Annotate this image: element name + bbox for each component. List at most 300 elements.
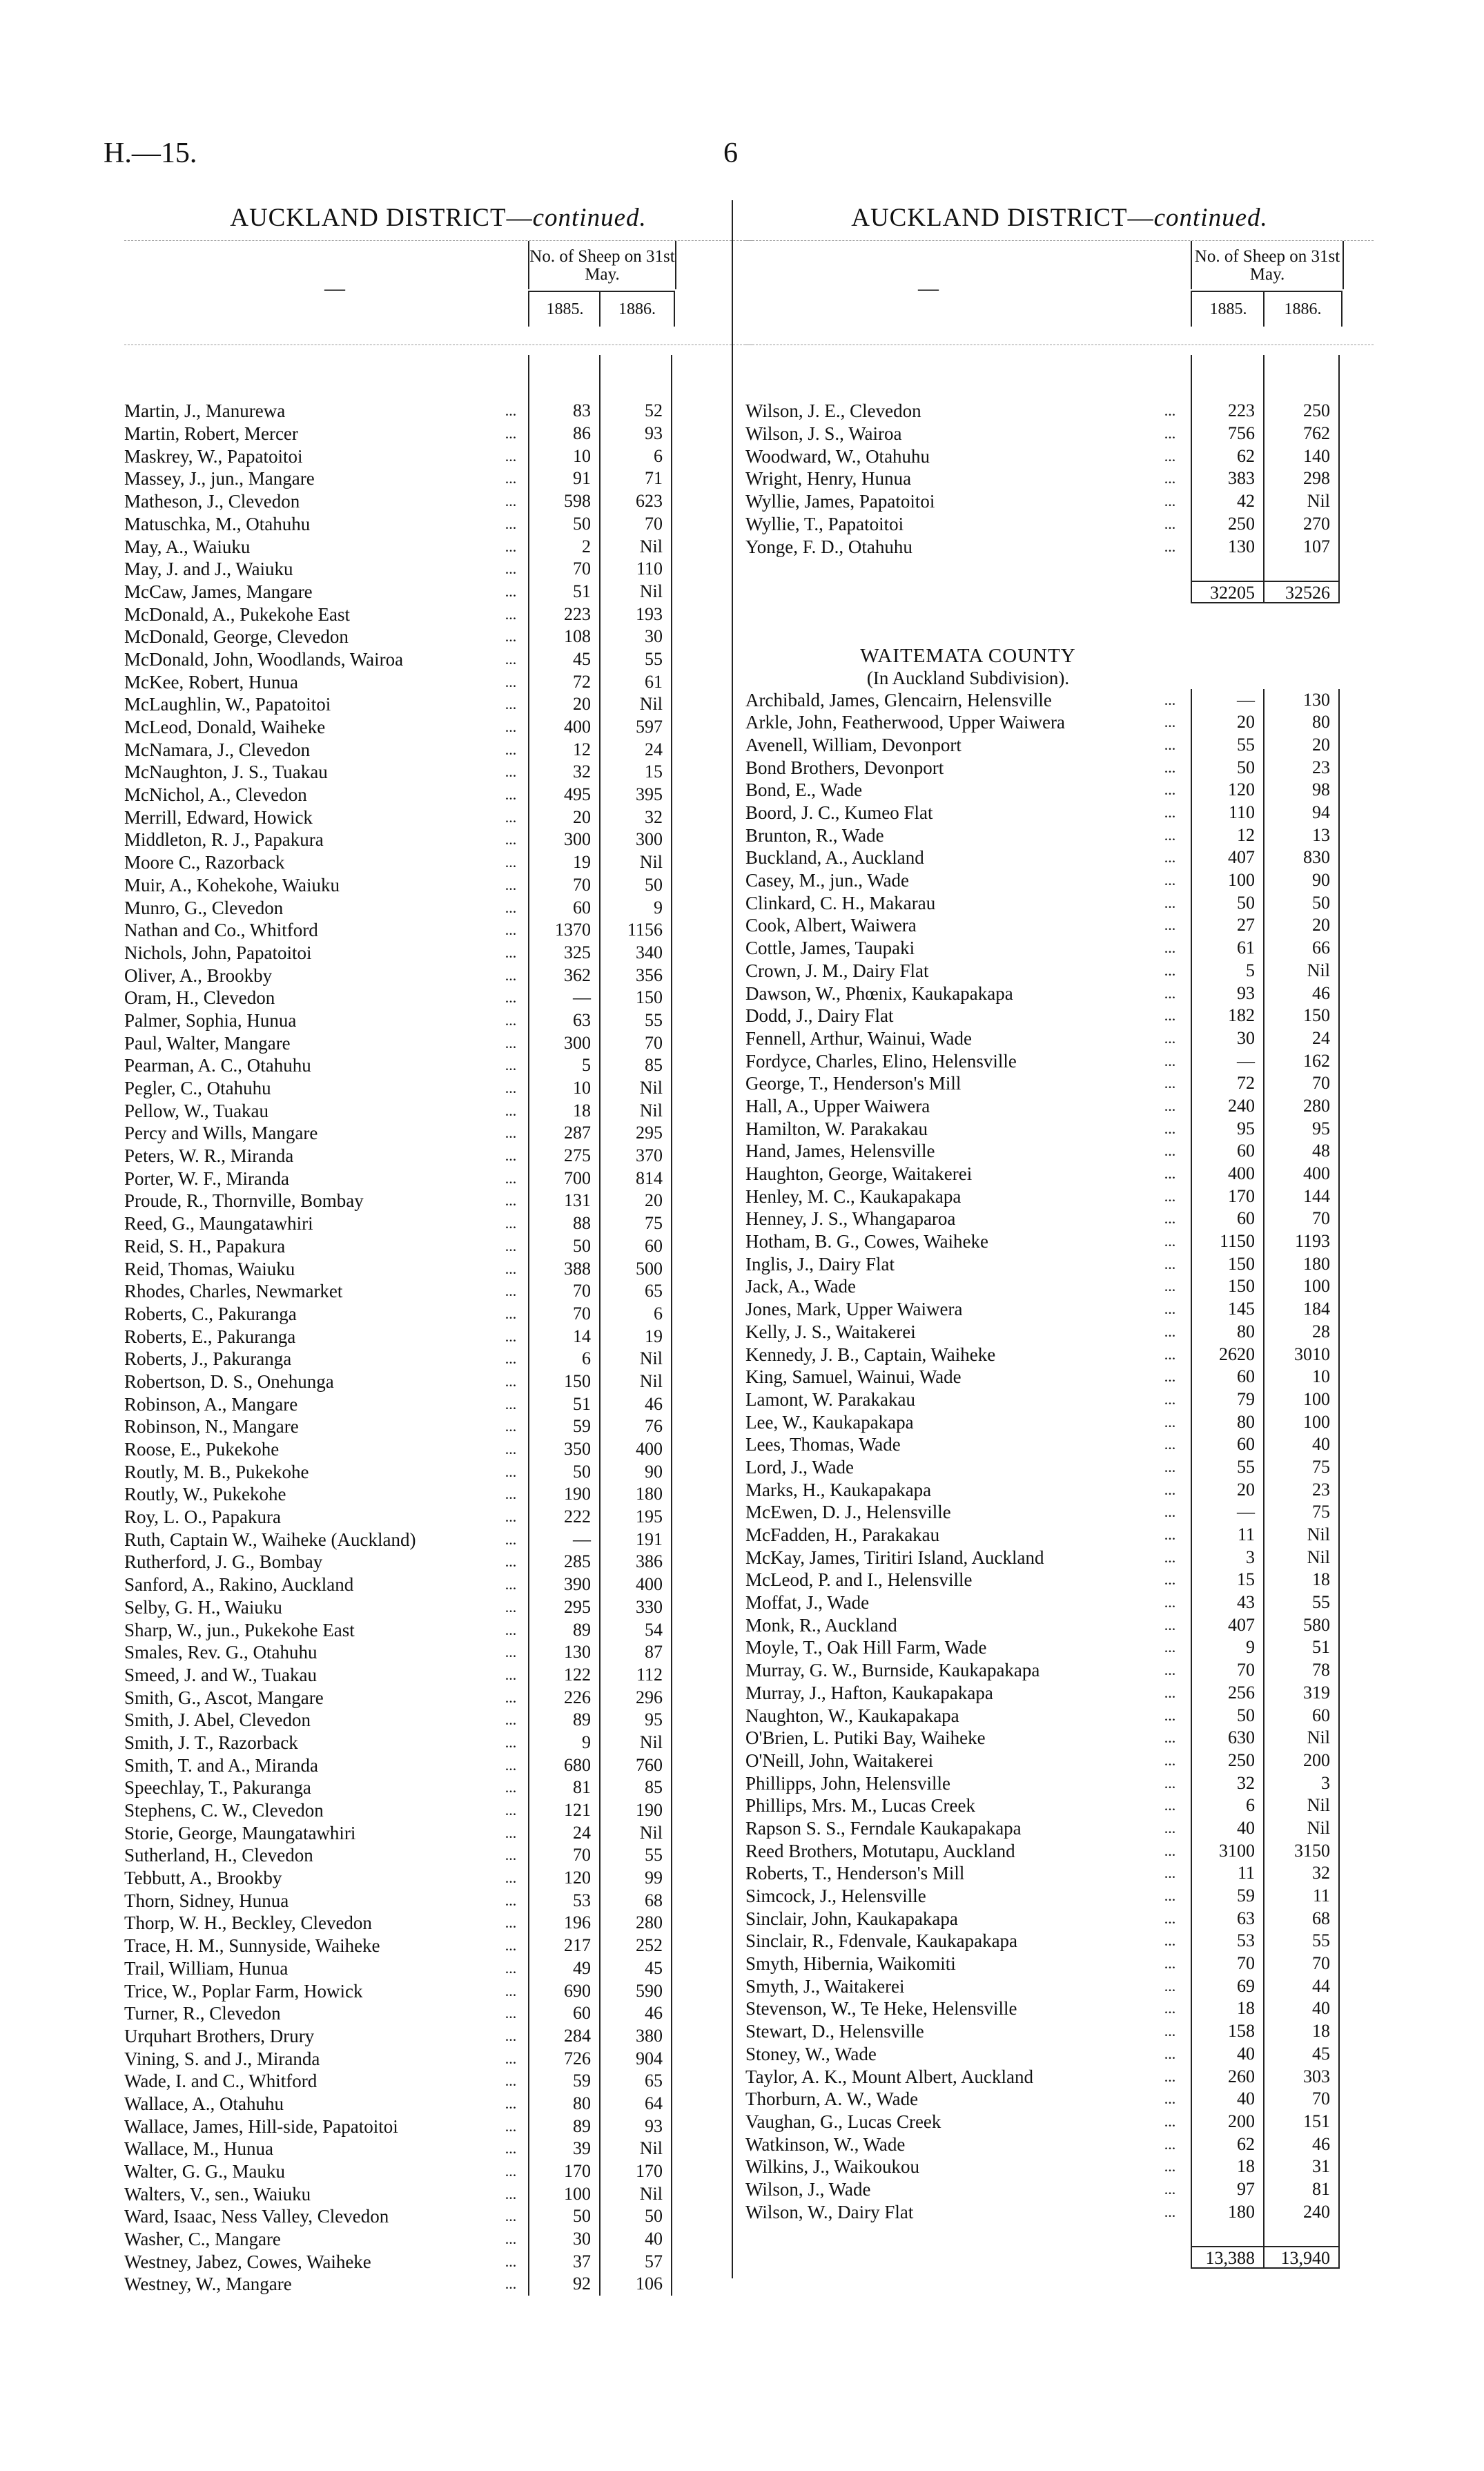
right-top-gap xyxy=(745,378,1374,400)
row-name: Wilson, J., Wade xyxy=(745,2178,871,2200)
row-leader-dots: ... xyxy=(505,605,517,623)
left-table-header xyxy=(124,241,752,355)
table-row xyxy=(745,960,1374,982)
row-leader-dots: ... xyxy=(505,1620,517,1638)
row-value-1885: 275 xyxy=(528,1145,599,1167)
row-leader-dots: ... xyxy=(505,1823,517,1841)
row-value-1886: 400 xyxy=(599,1438,672,1461)
row-name: Selby, G. H., Waiuku xyxy=(124,1596,282,1618)
row-leader-dots: ... xyxy=(1164,2090,1176,2108)
row-leader-dots: ... xyxy=(505,1869,517,1887)
row-name: Wilkins, J., Waikoukou xyxy=(745,2156,919,2178)
row-value-1886: 340 xyxy=(599,942,672,965)
table-row xyxy=(124,400,752,423)
row-value-1886: 55 xyxy=(1263,1930,1340,1952)
table-row xyxy=(745,779,1374,802)
row-value-1885: 407 xyxy=(1191,846,1263,869)
table-row xyxy=(745,1772,1374,1795)
table-row xyxy=(124,1687,752,1709)
row-value-1885: 180 xyxy=(1191,2201,1263,2224)
table-row xyxy=(124,513,752,536)
row-name: Jones, Mark, Upper Waiwera xyxy=(745,1299,963,1320)
row-value-1886: 70 xyxy=(1263,1072,1340,1095)
row-value-1886: 46 xyxy=(599,1393,672,1416)
row-leader-dots: ... xyxy=(505,2117,517,2135)
row-name: Walter, G. G., Mauku xyxy=(124,2161,285,2182)
table-row xyxy=(745,1908,1374,1930)
row-value-1885: 3 xyxy=(1191,1547,1263,1569)
row-leader-dots: ... xyxy=(1164,781,1176,799)
table-row xyxy=(745,2043,1374,2066)
row-name: Smith, G., Ascot, Mangare xyxy=(124,1687,324,1708)
row-value-1885: 217 xyxy=(528,1935,599,1957)
row-leader-dots: ... xyxy=(505,2004,517,2022)
row-value-1886: 65 xyxy=(599,2070,672,2093)
table-row xyxy=(124,2273,752,2296)
row-value-1886: 330 xyxy=(599,1596,672,1619)
table-row xyxy=(745,982,1374,1005)
row-leader-dots: ... xyxy=(505,2140,517,2158)
table-row xyxy=(745,2133,1374,2156)
row-leader-dots: ... xyxy=(505,1485,517,1503)
row-value-1886: 31 xyxy=(1263,2155,1340,2178)
row-value-1886: 150 xyxy=(1263,1005,1340,1027)
table-row xyxy=(124,1190,752,1212)
table-row xyxy=(745,2201,1374,2224)
row-value-1885: 150 xyxy=(1191,1253,1263,1276)
row-value-1885: 158 xyxy=(1191,2020,1263,2043)
table-row xyxy=(124,2115,752,2138)
table-row xyxy=(124,1844,752,1867)
table-row xyxy=(124,603,752,626)
row-value-1886: 40 xyxy=(1263,1433,1340,1456)
row-value-1886: 1156 xyxy=(599,919,672,942)
table-row xyxy=(124,1641,752,1664)
row-leader-dots: ... xyxy=(1164,469,1176,487)
row-leader-dots: ... xyxy=(505,1688,517,1706)
row-leader-dots: ... xyxy=(1164,1593,1176,1611)
row-leader-dots: ... xyxy=(505,831,517,849)
row-name: Maskrey, W., Papatoitoi xyxy=(124,445,303,467)
row-value-1886: 400 xyxy=(1263,1163,1340,1185)
row-value-1886: Nil xyxy=(599,1732,672,1754)
row-leader-dots: ... xyxy=(1164,849,1176,866)
table-row xyxy=(745,734,1374,757)
row-leader-dots: ... xyxy=(1164,826,1176,844)
row-value-1885: 400 xyxy=(528,716,599,739)
row-value-1885: 53 xyxy=(528,1890,599,1912)
row-value-1885: 390 xyxy=(528,1573,599,1596)
row-name: Smyth, Hibernia, Waikomiti xyxy=(745,1953,956,1975)
row-leader-dots: ... xyxy=(505,1350,517,1368)
row-value-1885: 62 xyxy=(1191,445,1263,468)
table-row xyxy=(745,757,1374,779)
row-name: Oliver, A., Brookby xyxy=(124,965,273,986)
row-leader-dots: ... xyxy=(505,537,517,555)
row-leader-dots: ... xyxy=(1164,2022,1176,2040)
row-value-1886: 66 xyxy=(1263,937,1340,960)
row-leader-dots: ... xyxy=(1164,1661,1176,1679)
row-value-1886: 55 xyxy=(599,1844,672,1867)
row-name: Lee, W., Kaukapakapa xyxy=(745,1411,914,1433)
row-value-1885: 40 xyxy=(1191,2043,1263,2066)
row-leader-dots: ... xyxy=(1164,1751,1176,1769)
row-value-1886: 386 xyxy=(599,1551,672,1573)
row-name: Peters, W. R., Miranda xyxy=(124,1145,294,1167)
row-leader-dots: ... xyxy=(1164,1029,1176,1047)
row-leader-dots: ... xyxy=(505,2184,517,2202)
row-value-1885: 60 xyxy=(1191,1208,1263,1230)
row-leader-dots: ... xyxy=(1164,984,1176,1002)
row-value-1885: — xyxy=(528,1529,599,1551)
row-leader-dots: ... xyxy=(1164,1413,1176,1431)
row-value-1885: — xyxy=(1191,1050,1263,1073)
row-leader-dots: ... xyxy=(1164,1977,1176,1995)
row-value-1886: Nil xyxy=(599,2183,672,2206)
row-name: Speechlay, T., Pakuranga xyxy=(124,1777,311,1799)
row-value-1885: 20 xyxy=(528,806,599,829)
row-name: Casey, M., jun., Wade xyxy=(745,870,910,891)
row-value-1885: 51 xyxy=(528,581,599,603)
row-name: McNichol, A., Clevedon xyxy=(124,784,307,806)
row-value-1886: 23 xyxy=(1263,757,1340,779)
row-value-1885: 120 xyxy=(1191,779,1263,802)
row-leader-dots: ... xyxy=(505,2207,517,2225)
row-value-1886: 46 xyxy=(599,2002,672,2025)
table-row xyxy=(745,1930,1374,1952)
spacer-name xyxy=(124,355,494,378)
table-row xyxy=(124,806,752,829)
row-name: Ruth, Captain W., Waiheke (Auckland) xyxy=(124,1529,416,1550)
row-value-1886: 55 xyxy=(599,648,672,671)
row-name: Smales, Rev. G., Otahuhu xyxy=(124,1642,318,1663)
row-value-1886: 85 xyxy=(599,1054,672,1077)
row-leader-dots: ... xyxy=(505,853,517,871)
row-name: Reid, Thomas, Waiuku xyxy=(124,1258,295,1279)
row-leader-dots: ... xyxy=(1164,713,1176,731)
row-value-1886: 180 xyxy=(1263,1253,1340,1276)
section-title-waitemata: WAITEMATA COUNTY xyxy=(860,644,1076,667)
table-row xyxy=(745,467,1374,490)
row-value-1886: 170 xyxy=(599,2160,672,2183)
row-name: Robertson, D. S., Onehunga xyxy=(124,1370,334,1392)
row-value-1885: 59 xyxy=(1191,1885,1263,1908)
row-name: Munro, G., Clevedon xyxy=(124,897,284,918)
row-name: Westney, Jabez, Cowes, Waiheke xyxy=(124,2251,371,2272)
row-name: Martin, Robert, Mercer xyxy=(124,423,298,445)
row-value-1886: 57 xyxy=(599,2251,672,2274)
row-value-1885: 50 xyxy=(528,513,599,536)
table-row xyxy=(124,1483,752,1506)
spacer-v1 xyxy=(1191,378,1263,400)
row-leader-dots: ... xyxy=(1164,893,1176,911)
row-leader-dots: ... xyxy=(505,1937,517,1955)
row-name: Stewart, D., Helensville xyxy=(745,2021,924,2042)
row-name: Henley, M. C., Kaukapakapa xyxy=(745,1185,961,1207)
row-value-1886: 45 xyxy=(1263,2043,1340,2066)
row-value-1885: 110 xyxy=(1191,802,1263,824)
row-value-1886: 51 xyxy=(1263,1636,1340,1659)
row-name: Roose, E., Pukekohe xyxy=(124,1439,280,1460)
row-value-1885: 30 xyxy=(528,2228,599,2251)
row-name: Murray, G. W., Burnside, Kaukapakapa xyxy=(745,1660,1040,1681)
row-value-1886: 623 xyxy=(599,490,672,513)
row-value-1885: 240 xyxy=(1191,1095,1263,1118)
table-row xyxy=(124,1009,752,1032)
row-name: Stevenson, W., Te Heke, Helensville xyxy=(745,1998,1017,2019)
row-name: Taylor, A. K., Mount Albert, Auckland xyxy=(745,2066,1033,2087)
row-value-1885: 223 xyxy=(1191,400,1263,423)
row-name: Boord, J. C., Kumeo Flat xyxy=(745,802,933,823)
row-name: Woodward, W., Otahuhu xyxy=(745,445,930,467)
row-name: McLeod, Donald, Waiheke xyxy=(124,717,326,737)
row-name: Moyle, T., Oak Hill Farm, Wade xyxy=(745,1637,987,1658)
row-name: Stephens, C. W., Clevedon xyxy=(124,1800,324,1821)
table-row xyxy=(124,1122,752,1145)
row-name: Monk, R., Auckland xyxy=(745,1614,897,1636)
row-value-1885: 400 xyxy=(1191,1163,1263,1185)
row-value-1886: 18 xyxy=(1263,1569,1340,1591)
table-row xyxy=(745,1344,1374,1366)
row-name: Merrill, Edward, Howick xyxy=(124,806,313,828)
row-value-1886: Nil xyxy=(599,1348,672,1370)
row-name: Ward, Isaac, Ness Valley, Clevedon xyxy=(124,2206,389,2227)
row-value-1886: 280 xyxy=(599,1912,672,1935)
row-leader-dots: ... xyxy=(1164,2044,1176,2062)
row-value-1885: 83 xyxy=(528,400,599,423)
row-value-1885: — xyxy=(1191,689,1263,712)
total-label xyxy=(745,2246,1149,2269)
row-value-1885: 18 xyxy=(1191,1997,1263,2020)
row-value-1885: 598 xyxy=(528,490,599,513)
spacer-name xyxy=(745,2223,1149,2246)
row-value-1886: 200 xyxy=(1263,1750,1340,1772)
row-name: Trice, W., Poplar Farm, Howick xyxy=(124,1980,363,2002)
row-leader-dots: ... xyxy=(1164,1706,1176,1724)
row-value-1886: 300 xyxy=(599,828,672,851)
right-rows xyxy=(745,355,1374,2269)
row-value-1885: 300 xyxy=(528,828,599,851)
row-value-1885: 690 xyxy=(528,1980,599,2003)
row-name: Hotham, B. G., Cowes, Waiheke xyxy=(745,1231,989,1252)
table-row xyxy=(745,1456,1374,1479)
row-name: Bond, E., Wade xyxy=(745,779,863,801)
row-value-1886: 20 xyxy=(1263,734,1340,757)
total-row-auckland xyxy=(745,581,1374,603)
row-value-1885: 10 xyxy=(528,1077,599,1100)
row-value-1885: 32 xyxy=(1191,1772,1263,1795)
row-value-1886: 904 xyxy=(599,2048,672,2071)
row-name: Marks, H., Kaukapakapa xyxy=(745,1479,932,1500)
spacer-v2 xyxy=(599,355,672,378)
row-value-1885: 53 xyxy=(1191,1930,1263,1952)
table-row xyxy=(745,846,1374,869)
table-row xyxy=(124,648,752,671)
row-value-1885: 89 xyxy=(528,2115,599,2138)
total-1885: 32205 xyxy=(1191,581,1263,603)
row-name: Walters, V., sen., Waiuku xyxy=(124,2183,311,2204)
table-row xyxy=(745,536,1374,559)
table-row xyxy=(745,1569,1374,1591)
row-leader-dots: ... xyxy=(505,1530,517,1548)
row-name: Percy and Wills, Mangare xyxy=(124,1123,318,1144)
row-name: Roberts, T., Henderson's Mill xyxy=(745,1863,965,1884)
row-name: Oram, H., Clevedon xyxy=(124,987,275,1009)
row-name: Hamilton, W. Parakakau xyxy=(745,1118,928,1139)
table-row xyxy=(745,1433,1374,1456)
row-value-1886: 252 xyxy=(599,1935,672,1957)
row-leader-dots: ... xyxy=(505,1462,517,1480)
row-name: Roberts, J., Pakuranga xyxy=(124,1348,292,1370)
row-value-1885: 15 xyxy=(1191,1569,1263,1591)
row-leader-dots: ... xyxy=(505,786,517,804)
row-value-1885: 11 xyxy=(1191,1524,1263,1547)
total-dots xyxy=(1149,581,1191,603)
row-leader-dots: ... xyxy=(505,1282,517,1300)
row-leader-dots: ... xyxy=(505,1756,517,1774)
row-name: Wade, I. and C., Whitford xyxy=(124,2071,318,2092)
table-row xyxy=(124,2183,752,2206)
row-name: Dawson, W., Phœnix, Kaukapakapa xyxy=(745,982,1013,1004)
row-name: Rutherford, J. G., Bombay xyxy=(124,1551,323,1573)
table-row xyxy=(124,2025,752,2048)
row-leader-dots: ... xyxy=(1164,1300,1176,1318)
row-value-1886: 24 xyxy=(1263,1027,1340,1050)
row-value-1886: 44 xyxy=(1263,1975,1340,1998)
table-row xyxy=(745,1072,1374,1095)
row-name: Cook, Albert, Waiwera xyxy=(745,915,917,936)
row-value-1885: 6 xyxy=(1191,1794,1263,1817)
row-leader-dots: ... xyxy=(1164,1119,1176,1137)
row-leader-dots: ... xyxy=(1164,1887,1176,1904)
table-row xyxy=(124,2205,752,2228)
table-row xyxy=(745,1659,1374,1682)
row-value-1886: 830 xyxy=(1263,846,1340,869)
row-name: McLeod, P. and I., Helensville xyxy=(745,1569,973,1591)
row-leader-dots: ... xyxy=(1164,537,1176,555)
table-row xyxy=(124,828,752,851)
table-row xyxy=(124,1461,752,1484)
table-row xyxy=(745,824,1374,847)
row-leader-dots: ... xyxy=(1164,492,1176,510)
row-value-1885: 81 xyxy=(528,1776,599,1799)
row-value-1885: 70 xyxy=(1191,1659,1263,1682)
row-value-1885: 50 xyxy=(1191,892,1263,915)
row-value-1886: 71 xyxy=(599,467,672,490)
row-leader-dots: ... xyxy=(1164,1007,1176,1025)
row-leader-dots: ... xyxy=(505,695,517,713)
row-value-1885: 97 xyxy=(1191,2178,1263,2201)
row-leader-dots: ... xyxy=(505,1192,517,1210)
row-value-1886: 814 xyxy=(599,1167,672,1190)
row-value-1885: 79 xyxy=(1191,1388,1263,1411)
table-row xyxy=(124,1529,752,1551)
table-row xyxy=(124,490,752,513)
spacer-name xyxy=(124,378,494,400)
left-name-header-dash: — xyxy=(324,277,345,300)
row-value-1885: 170 xyxy=(1191,1185,1263,1208)
row-name: Reed Brothers, Motutapu, Auckland xyxy=(745,1840,1015,1861)
row-leader-dots: ... xyxy=(1164,1435,1176,1453)
row-value-1885: 260 xyxy=(1191,2066,1263,2089)
row-name: Reed, G., Maungatawhiri xyxy=(124,1213,313,1234)
row-value-1886: Nil xyxy=(599,693,672,716)
row-name: Sharp, W., jun., Pukekohe East xyxy=(124,1619,355,1640)
table-row xyxy=(745,1140,1374,1163)
row-value-1885: 300 xyxy=(528,1032,599,1055)
row-value-1885: 150 xyxy=(528,1370,599,1393)
row-name: Robinson, A., Mangare xyxy=(124,1393,298,1415)
row-value-1886: 110 xyxy=(599,558,672,581)
row-name: Roy, L. O., Papakura xyxy=(124,1506,281,1528)
row-name: Phillipps, John, Helensville xyxy=(745,1772,950,1794)
row-value-1886: 319 xyxy=(1263,1682,1340,1705)
row-leader-dots: ... xyxy=(505,1891,517,1909)
row-value-1886: 590 xyxy=(599,1980,672,2003)
row-value-1886: 68 xyxy=(1263,1908,1340,1930)
row-value-1885: 60 xyxy=(1191,1433,1263,1456)
row-leader-dots: ... xyxy=(505,1576,517,1593)
row-name: Smith, T. and A., Miranda xyxy=(124,1754,318,1776)
row-value-1885: 226 xyxy=(528,1687,599,1709)
row-name: Trail, William, Hunua xyxy=(124,1957,289,1979)
row-name: Phillips, Mrs. M., Lucas Creek xyxy=(745,1795,975,1816)
row-value-1885: 190 xyxy=(528,1483,599,1506)
row-name: Massey, J., jun., Mangare xyxy=(124,468,315,490)
row-name: Lamont, W. Parakakau xyxy=(745,1388,915,1410)
row-value-1886: 64 xyxy=(599,2093,672,2115)
row-value-1885: 2 xyxy=(528,536,599,559)
row-name: Proude, R., Thornville, Bombay xyxy=(124,1190,364,1212)
row-value-1886: 75 xyxy=(599,1212,672,1235)
table-row xyxy=(124,423,752,445)
table-row xyxy=(745,445,1374,468)
row-leader-dots: ... xyxy=(505,921,517,939)
row-value-1886: 760 xyxy=(599,1754,672,1777)
table-row xyxy=(745,2020,1374,2043)
row-value-1885: 388 xyxy=(528,1258,599,1281)
table-row xyxy=(745,1997,1374,2020)
table-row xyxy=(124,1258,752,1281)
row-leader-dots: ... xyxy=(505,808,517,826)
row-value-1886: Nil xyxy=(1263,1817,1340,1840)
row-value-1886: 195 xyxy=(599,1506,672,1529)
row-leader-dots: ... xyxy=(505,1372,517,1390)
row-value-1885: 86 xyxy=(528,423,599,445)
row-name: Smeed, J. and W., Tuakau xyxy=(124,1664,318,1685)
table-row xyxy=(124,1393,752,1416)
row-value-1886: 70 xyxy=(1263,1208,1340,1230)
row-name: Nichols, John, Papatoitoi xyxy=(124,942,312,963)
table-row xyxy=(745,1005,1374,1027)
row-value-1885: 70 xyxy=(528,1303,599,1326)
row-leader-dots: ... xyxy=(505,1147,517,1165)
row-value-1885: 50 xyxy=(1191,757,1263,779)
table-row xyxy=(745,1862,1374,1885)
row-name: Henney, J. S., Whangaparoa xyxy=(745,1208,956,1230)
row-leader-dots: ... xyxy=(1164,939,1176,957)
row-leader-dots: ... xyxy=(1164,1368,1176,1386)
table-row xyxy=(124,1077,752,1100)
row-value-1885: 70 xyxy=(528,558,599,581)
right-title: AUCKLAND DISTRICT—continued. xyxy=(851,204,1268,232)
table-row xyxy=(745,1163,1374,1185)
row-value-1886: 10 xyxy=(1263,1366,1340,1388)
row-leader-dots: ... xyxy=(1164,1142,1176,1160)
row-leader-dots: ... xyxy=(505,514,517,532)
row-value-1885: 6 xyxy=(528,1348,599,1370)
row-leader-dots: ... xyxy=(1164,1819,1176,1837)
